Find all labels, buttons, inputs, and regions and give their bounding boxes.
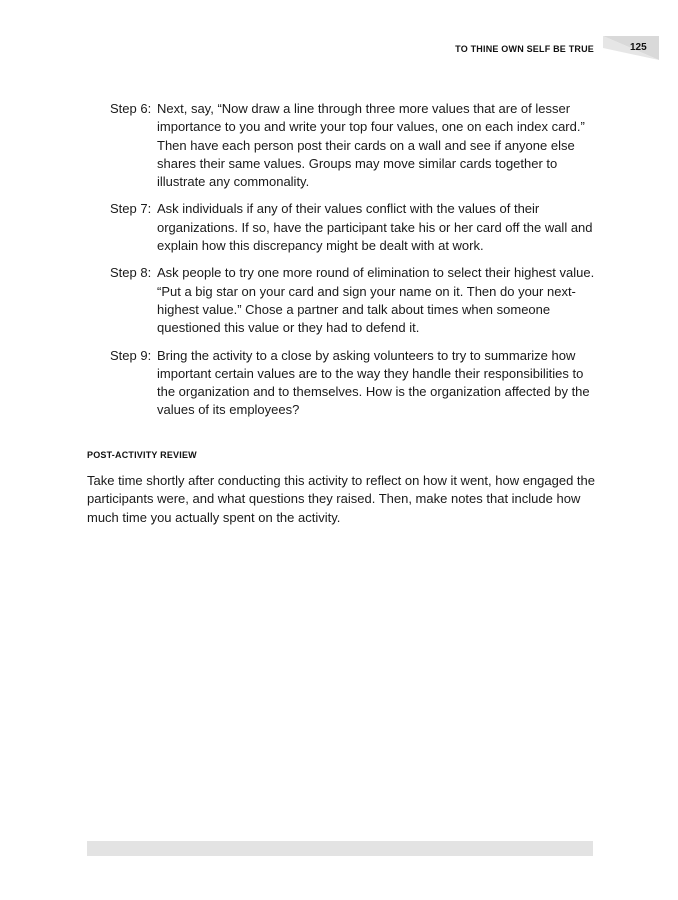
step-text: Ask individuals if any of their values conflict with the values of their organizations. If so, have the participant take his or her card off the wall and explain how this discrepancy might be dealt with at work. (157, 201, 593, 254)
page-header (0, 36, 678, 64)
section-body: Take time shortly after conducting this activity to reflect on how it went, how engaged the participants were, and what questions they raised. Then, make notes that include how much time you actually spent on the activity. (87, 473, 595, 525)
step-9 (110, 347, 600, 420)
step-label: Step 8: (110, 265, 152, 281)
step-text: Bring the activity to a close by asking volunteers to try to summarize how important certain values are to the way they handle their responsibilities to the organization and to themselves. How is the organization affected by the values of its employees? (157, 347, 590, 418)
step-8 (110, 264, 600, 337)
running-title: TO THINE OWN SELF BE TRUE (455, 44, 594, 54)
step-label: Step 7: (110, 201, 152, 217)
page-number: 125 (630, 42, 647, 53)
step-text: Next, say, “Now draw a line through three more values that are of lesser importance to you and write your top four values, one on each index card.” Then have each person post their cards on a wall and see if anyone else shares their same values. Groups may move similar cards together to illustrate any commonality. (157, 101, 585, 190)
step-label: Step 9: (110, 347, 152, 363)
footer-bar (87, 841, 593, 856)
step-6 (110, 100, 600, 191)
section-heading: POST-ACTIVITY REVIEW (87, 450, 197, 460)
step-label: Step 6: (110, 101, 152, 116)
step-text: Ask people to try one more round of elimination to select their highest value. “Put a big star on your card and sign your name on it. Then do your next-highest value.” Chose a partner and talk about times when someone questioned this value or they had to defend it. (157, 265, 595, 336)
steps-list (110, 100, 600, 429)
step-7 (110, 200, 600, 255)
